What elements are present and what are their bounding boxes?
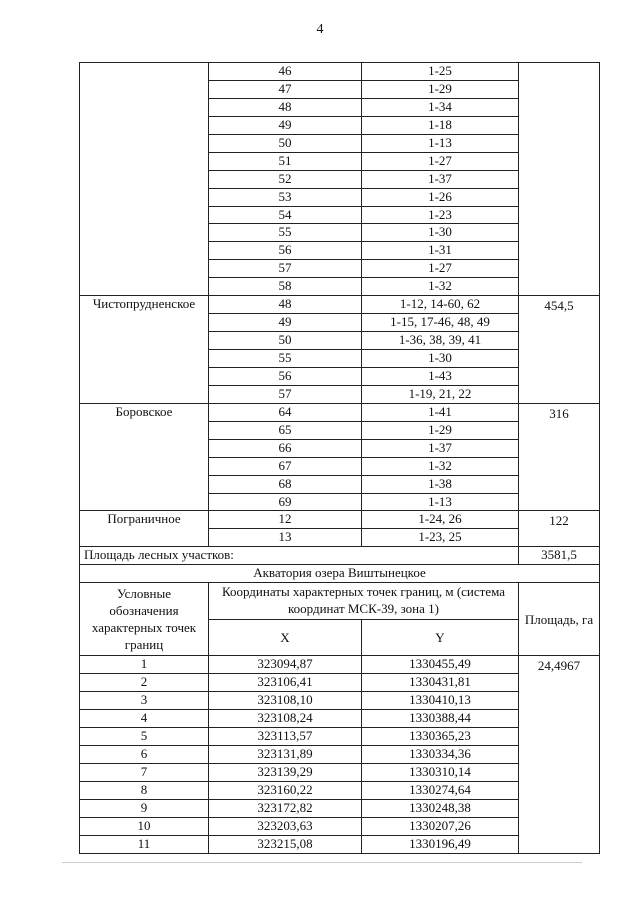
point-id-cell: 1 [80, 656, 209, 674]
quarter-number-cell: 67 [209, 457, 362, 475]
sections-cell: 1-30 [362, 224, 519, 242]
lake-title-row [80, 565, 600, 583]
table-row [80, 63, 600, 81]
sections-cell: 1-26 [362, 188, 519, 206]
sections-cell: 1-13 [362, 493, 519, 511]
quarter-number-cell: 53 [209, 188, 362, 206]
sections-cell: 1-13 [362, 134, 519, 152]
quarter-number-cell: 48 [209, 296, 362, 314]
y-coordinate-cell: 1330455,49 [362, 656, 519, 674]
total-label: Площадь лесных участков: [80, 547, 519, 565]
quarter-number-cell: 13 [209, 529, 362, 547]
table-row [80, 296, 600, 314]
sections-cell: 1-18 [362, 116, 519, 134]
sections-cell: 1-30 [362, 350, 519, 368]
sections-cell: 1-37 [362, 439, 519, 457]
coords-header: Координаты характерных точек границ, м (система координат МСК-39, зона 1) [209, 583, 519, 620]
point-id-cell: 8 [80, 781, 209, 799]
quarter-number-cell: 56 [209, 242, 362, 260]
total-row [80, 547, 600, 565]
point-id-cell: 10 [80, 817, 209, 835]
forestry-name-cell: Чистопрудненское [80, 296, 209, 404]
point-id-cell: 5 [80, 727, 209, 745]
sections-cell: 1-29 [362, 421, 519, 439]
forestry-name-cell: Пограничное [80, 511, 209, 547]
quarter-number-cell: 46 [209, 63, 362, 81]
sections-cell: 1-37 [362, 170, 519, 188]
sections-cell: 1-23, 25 [362, 529, 519, 547]
quarter-number-cell: 48 [209, 98, 362, 116]
quarter-number-cell: 47 [209, 80, 362, 98]
quarter-number-cell: 52 [209, 170, 362, 188]
lake-area-cell: 24,4967 [519, 656, 600, 853]
sections-cell: 1-15, 17-46, 48, 49 [362, 314, 519, 332]
x-coordinate-cell: 323160,22 [209, 781, 362, 799]
y-coordinate-cell: 1330431,81 [362, 674, 519, 692]
x-coordinate-cell: 323108,10 [209, 692, 362, 710]
x-coordinate-cell: 323113,57 [209, 727, 362, 745]
quarter-number-cell: 57 [209, 385, 362, 403]
sections-cell: 1-34 [362, 98, 519, 116]
table-row [80, 656, 600, 674]
forestry-name-cell: Боровское [80, 403, 209, 511]
quarter-number-cell: 12 [209, 511, 362, 529]
land-plots-table [79, 62, 600, 854]
sections-cell: 1-27 [362, 260, 519, 278]
quarter-number-cell: 49 [209, 116, 362, 134]
quarter-number-cell: 49 [209, 314, 362, 332]
x-coordinate-cell: 323139,29 [209, 763, 362, 781]
quarter-number-cell: 65 [209, 421, 362, 439]
sections-cell: 1-25 [362, 63, 519, 81]
area-header: Площадь, га [519, 583, 600, 656]
quarter-number-cell: 66 [209, 439, 362, 457]
quarter-number-cell: 57 [209, 260, 362, 278]
y-coordinate-cell: 1330388,44 [362, 710, 519, 728]
quarter-number-cell: 69 [209, 493, 362, 511]
quarter-number-cell: 55 [209, 350, 362, 368]
y-coordinate-cell: 1330248,38 [362, 799, 519, 817]
sections-cell: 1-38 [362, 475, 519, 493]
sections-cell: 1-12, 14-60, 62 [362, 296, 519, 314]
coord-header-row [80, 583, 600, 620]
page-bottom-divider [62, 862, 582, 863]
sections-cell: 1-32 [362, 457, 519, 475]
point-id-cell: 7 [80, 763, 209, 781]
area-cell: 122 [519, 511, 600, 547]
quarter-number-cell: 51 [209, 152, 362, 170]
sections-cell: 1-43 [362, 367, 519, 385]
area-cell: 454,5 [519, 296, 600, 404]
x-header: X [209, 619, 362, 656]
point-id-cell: 9 [80, 799, 209, 817]
x-coordinate-cell: 323094,87 [209, 656, 362, 674]
x-coordinate-cell: 323172,82 [209, 799, 362, 817]
point-id-cell: 3 [80, 692, 209, 710]
y-coordinate-cell: 1330410,13 [362, 692, 519, 710]
sections-cell: 1-29 [362, 80, 519, 98]
sections-cell: 1-27 [362, 152, 519, 170]
point-id-cell: 4 [80, 710, 209, 728]
quarter-number-cell: 50 [209, 134, 362, 152]
quarter-number-cell: 58 [209, 278, 362, 296]
x-coordinate-cell: 323215,08 [209, 835, 362, 853]
quarter-number-cell: 56 [209, 367, 362, 385]
area-cell [519, 63, 600, 296]
quarter-number-cell: 55 [209, 224, 362, 242]
y-coordinate-cell: 1330274,64 [362, 781, 519, 799]
symbols-header: Условные обозначения характерных точек границ [80, 583, 209, 656]
y-coordinate-cell: 1330207,26 [362, 817, 519, 835]
sections-cell: 1-31 [362, 242, 519, 260]
quarter-number-cell: 64 [209, 403, 362, 421]
area-cell: 316 [519, 403, 600, 511]
point-id-cell: 11 [80, 835, 209, 853]
x-coordinate-cell: 323131,89 [209, 745, 362, 763]
table-row [80, 511, 600, 529]
x-coordinate-cell: 323203,63 [209, 817, 362, 835]
page-number: 4 [316, 22, 324, 37]
sections-cell: 1-36, 38, 39, 41 [362, 332, 519, 350]
sections-cell: 1-41 [362, 403, 519, 421]
x-coordinate-cell: 323108,24 [209, 710, 362, 728]
quarter-number-cell: 50 [209, 332, 362, 350]
total-value: 3581,5 [519, 547, 600, 565]
sections-cell: 1-32 [362, 278, 519, 296]
x-coordinate-cell: 323106,41 [209, 674, 362, 692]
sections-cell: 1-24, 26 [362, 511, 519, 529]
sections-cell: 1-19, 21, 22 [362, 385, 519, 403]
table-row [80, 403, 600, 421]
y-coordinate-cell: 1330334,36 [362, 745, 519, 763]
lake-title: Акватория озера Виштынецкое [80, 565, 600, 583]
point-id-cell: 2 [80, 674, 209, 692]
y-header: Y [362, 619, 519, 656]
point-id-cell: 6 [80, 745, 209, 763]
sections-cell: 1-23 [362, 206, 519, 224]
y-coordinate-cell: 1330365,23 [362, 727, 519, 745]
y-coordinate-cell: 1330196,49 [362, 835, 519, 853]
quarter-number-cell: 54 [209, 206, 362, 224]
quarter-number-cell: 68 [209, 475, 362, 493]
forestry-name-cell [80, 63, 209, 296]
y-coordinate-cell: 1330310,14 [362, 763, 519, 781]
